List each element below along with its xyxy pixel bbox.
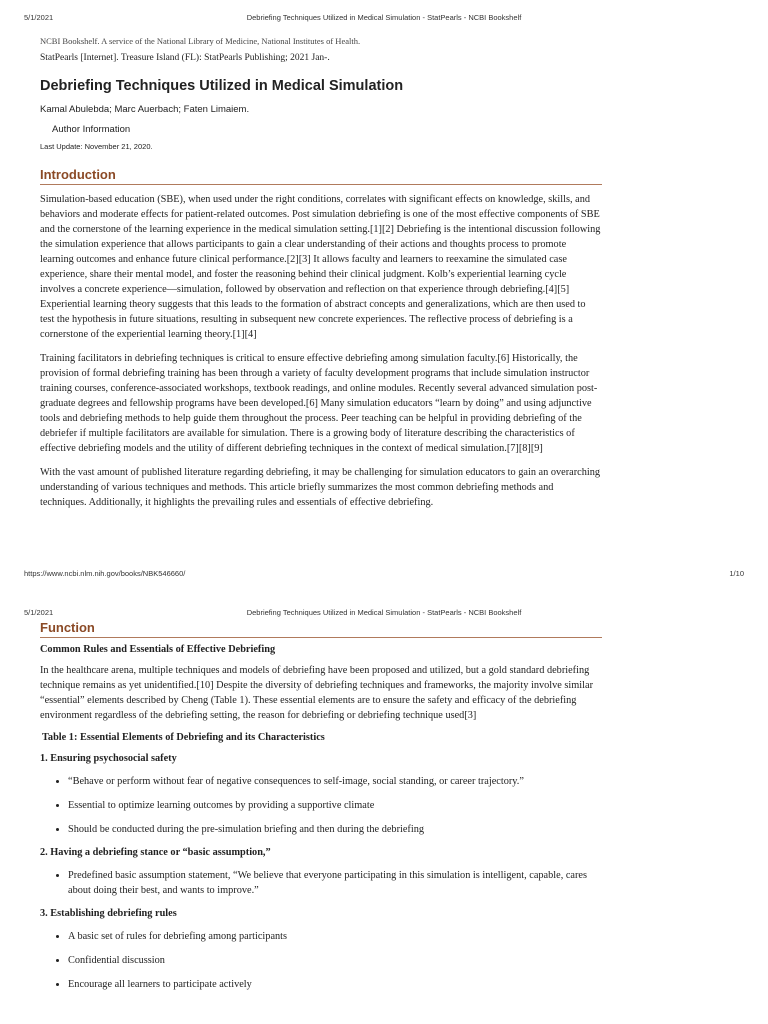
element-list-3 <box>40 929 602 992</box>
element-heading-2: 2. Having a debriefing stance or “basic assumption,” <box>40 847 271 858</box>
page-separator <box>0 592 768 600</box>
list-item: • Encourage all learners to participate actively <box>68 977 602 992</box>
introduction-body <box>40 192 602 519</box>
list-item: • A basic set of rules for debriefing among participants <box>68 929 602 944</box>
list-item: • “Behave or perform without fear of negative consequences to self-image, social standing, or career trajectory.” <box>68 774 602 789</box>
function-heading: Function <box>40 620 602 638</box>
function-body <box>40 644 602 1002</box>
element-heading-1: 1. Ensuring psychosocial safety <box>40 753 177 764</box>
element-list-1 <box>40 774 602 837</box>
print-date: 5/1/2021 <box>24 13 54 22</box>
intro-paragraph-3: With the vast amount of published literature regarding debriefing, it may be challenging for simulation educators to gain an overarching understanding of various techniques and methods. This article briefly summarizes the most common debriefing methods and techniques. Additionally, it highlights the prevailing rules and essentials of effective debriefing. <box>40 467 601 508</box>
print-page-number: 1/10 <box>729 569 744 578</box>
function-subheading: Common Rules and Essentials of Effective Debriefing <box>40 644 276 655</box>
author-information-link[interactable]: Author Information <box>52 124 131 135</box>
introduction-heading: Introduction <box>40 167 602 185</box>
print-url: https://www.ncbi.nlm.nih.gov/books/NBK546660/ <box>24 569 186 578</box>
last-update: Last Update: November 21, 2020. <box>40 142 153 151</box>
print-date: 5/1/2021 <box>24 608 54 617</box>
list-item: • Confidential discussion <box>68 953 602 968</box>
element-list-2 <box>40 868 602 898</box>
print-header <box>24 608 744 620</box>
function-paragraph: In the healthcare arena, multiple techniques and models of debriefing have been proposed and utilized, but a gold standard debriefing technique remains as yet unidentified.[10] Despite the diversity of debriefing techniques and frameworks, the majority involve similar “essential” elements described by Cheng (Table 1). These essential elements are to ensure the safety and efficacy of the debriefing environment regardless of the debriefing setting, the reason for debriefing or debriefing technique used[3] <box>40 665 594 721</box>
table-caption: Table 1: Essential Elements of Debriefing and its Characteristics <box>42 732 325 743</box>
list-item: • Should be conducted during the pre-simulation briefing and then during the debriefing <box>68 822 602 837</box>
print-doc-title: Debriefing Techniques Utilized in Medical Simulation - StatPearls - NCBI Bookshelf <box>246 608 522 617</box>
element-heading-3: 3. Establishing debriefing rules <box>40 908 177 919</box>
document-page-2 <box>0 600 768 1024</box>
list-item: • Predefined basic assumption statement, “We believe that everyone participating in this simulation is intelligent, capable, cares about doing their best, and wants to improve.” <box>68 868 602 898</box>
print-footer <box>24 569 744 581</box>
list-item: • Essential to optimize learning outcomes by providing a supportive climate <box>68 798 602 813</box>
article-title: Debriefing Techniques Utilized in Medical Simulation <box>40 78 404 94</box>
authors: Kamal Abulebda; Marc Auerbach; Faten Limaiem. <box>40 104 250 115</box>
print-header <box>24 13 744 25</box>
intro-paragraph-2: Training facilitators in debriefing techniques is critical to ensure effective debriefing among simulation faculty.[6] Historically, the provision of formal debriefing training has been through a variety of faculty development programs that include simulation instructor training courses, conference-associated workshops, textbook readings, and online modules. Recently several advanced simulation post-graduate degrees and fellowship programs have been developed.[6] Many simulation educators “learn by doing” and using adjunctive tools and debriefing methods to help guide them throughout the process. Peer teaching can be helpful in providing debriefing of the debriefer if multiple facilitators are available for simulation. There is a growing body of literature describing the characteristics of effective debriefing models and the utility of different debriefing techniques in the context of medical simulation.[7][8][9] <box>40 353 598 454</box>
print-doc-title: Debriefing Techniques Utilized in Medical Simulation - StatPearls - NCBI Bookshelf <box>246 13 522 22</box>
bookshelf-notice: NCBI Bookshelf. A service of the National Library of Medicine, National Institutes of Health. <box>40 36 361 46</box>
intro-paragraph-1: Simulation-based education (SBE), when used under the right conditions, correlates with significant effects on knowledge, skills, and behaviors and moderate effects for patient-related outcomes. Post simulation debriefing is one of the most effective components of SBE and the cornerstone of the learning experience in the medical simulation setting.[1][2] Debriefing is the intentional discussion following the simulation experience that allows participants to gain a clear understanding of their actions and thoughts process to promote learning outcomes and enhance future clinical performance.[2][3] It allows faculty and learners to reexamine the simulated case experience, share their mental model, and foster the reasoning behind their clinical judgment. Kolb’s experiential learning cycle involves a concrete experience—simulation, followed by observation and reflection on that experience through debriefing.[4][5] Experiential learning theory suggests that this leads to the formation of abstract concepts and generalizations, which are then used to test the hypothesis in future situations, resulting in subsequent new concrete experiences. The reflective process of debriefing is a cornerstone of the experiential learning theory.[1][4] <box>40 194 601 340</box>
citation: StatPearls [Internet]. Treasure Island (FL): StatPearls Publishing; 2021 Jan-. <box>40 53 330 63</box>
